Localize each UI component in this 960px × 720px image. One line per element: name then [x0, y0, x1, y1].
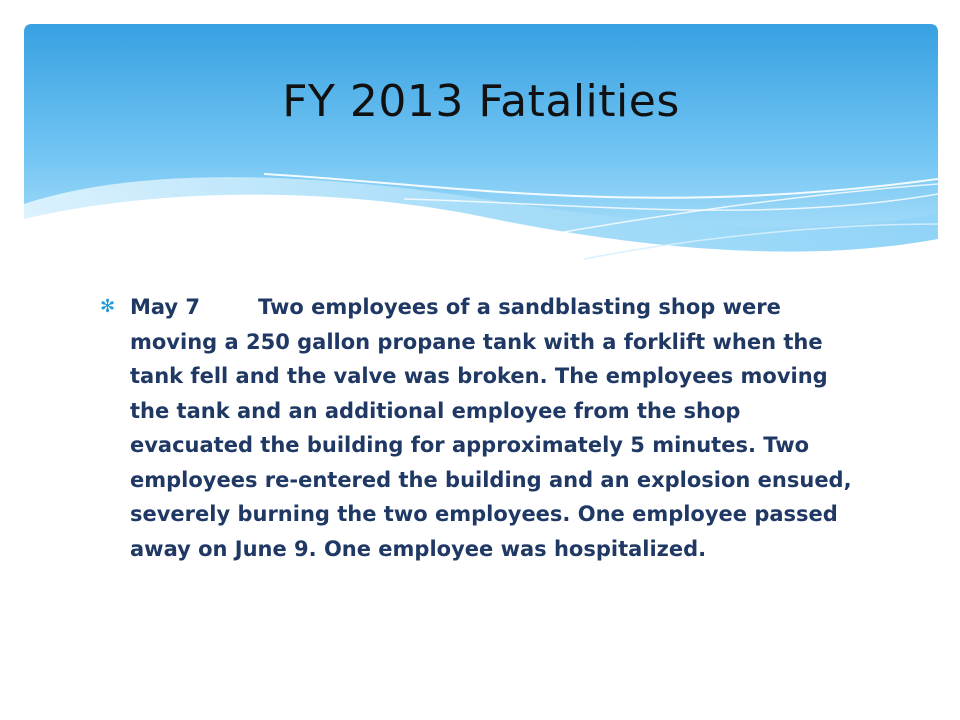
- asterisk-bullet-icon: ✻: [100, 296, 116, 317]
- header-wave-graphic: [24, 24, 938, 274]
- header-banner: [24, 24, 938, 274]
- slide-title: FY 2013 Fatalities: [282, 76, 680, 127]
- bullet-text: Two employees of a sandblasting shop were moving a 250 gallon propane tank with a forklift when the tank fell and the valve was broken. The employees moving the tank and an additional employee from the shop evacuated the building for approximately 5 minutes. Two employees re-entered the building and an explosion ensued, severely burning the two employees. One employee passed away on June 9. One employee was hospitalized.: [130, 295, 852, 561]
- bullet-date: May 7: [130, 295, 201, 319]
- bullet-list: [100, 290, 870, 566]
- bullet-item-may-7: [100, 290, 870, 566]
